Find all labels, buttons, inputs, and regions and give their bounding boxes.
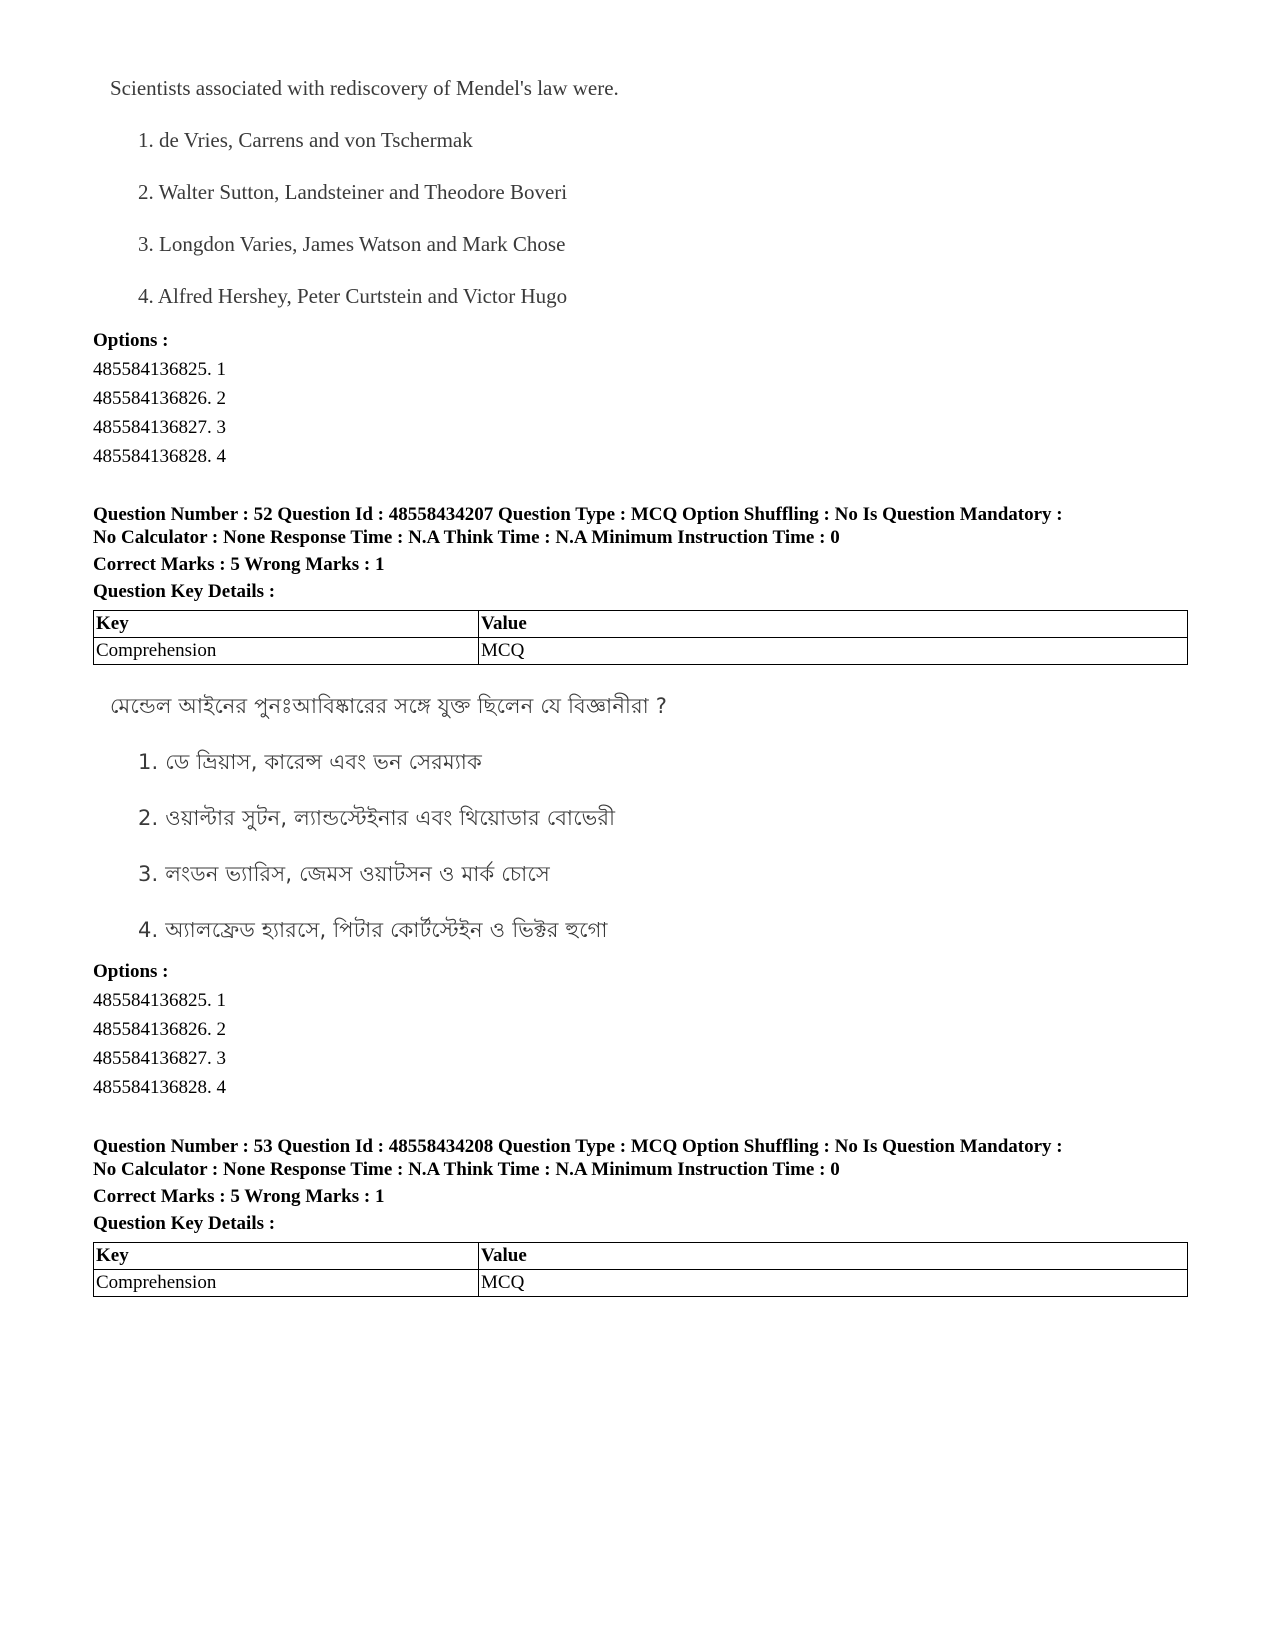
choice-1: 1. ডে ভ্রিয়াস, কারেন্স এবং ভন সেরম্যাক [138, 750, 482, 774]
options-title: Options : [93, 330, 169, 351]
table-header-value: Value [479, 1243, 1188, 1270]
option-item: 485584136827. 3 [93, 417, 226, 438]
question-stem: Scientists associated with rediscovery of Mendel's law were. [110, 76, 619, 100]
meta-line-1: Question Number : 52 Question Id : 48558434207 Question Type : MCQ Option Shuffling : No Is Question Mandatory : [93, 504, 1063, 525]
choice-1: 1. de Vries, Carrens and von Tschermak [138, 128, 473, 152]
option-item: 485584136825. 1 [93, 990, 226, 1011]
choice-3: 3. Longdon Varies, James Watson and Mark Chose [138, 232, 566, 256]
question-52-key-details-title: Question Key Details : [93, 581, 276, 602]
choice-4: 4. অ্যালফ্রেড হ্যারসে, পিটার কোর্টস্টেইন ও ভিক্টর হুগো [138, 918, 608, 942]
question-53-key-details-title: Question Key Details : [93, 1213, 276, 1234]
option-item: 485584136828. 4 [93, 446, 226, 467]
choice-2: 2. ওয়াল্টার সুটন, ল্যান্ডস্টেইনার এবং থিয়োডার বোভেরী [138, 806, 616, 830]
meta-line-1: Question Number : 53 Question Id : 48558434208 Question Type : MCQ Option Shuffling : No Is Question Mandatory : [93, 1136, 1063, 1157]
option-item: 485584136826. 2 [93, 388, 226, 409]
table-cell-key: Comprehension [94, 638, 479, 665]
option-item: 485584136826. 2 [93, 1019, 226, 1040]
table-cell-value: MCQ [479, 638, 1188, 665]
table-header-key: Key [94, 611, 479, 638]
question-53-key-table [93, 1242, 1188, 1297]
option-item: 485584136827. 3 [93, 1048, 226, 1069]
question-52-key-table [93, 610, 1188, 665]
options-title: Options : [93, 961, 169, 982]
table-cell-value: MCQ [479, 1270, 1188, 1297]
question-52-marks: Correct Marks : 5 Wrong Marks : 1 [93, 554, 385, 575]
table-header-value: Value [479, 611, 1188, 638]
choice-2: 2. Walter Sutton, Landsteiner and Theodore Boveri [138, 180, 568, 204]
option-item: 485584136825. 1 [93, 359, 226, 380]
table-header-key: Key [94, 1243, 479, 1270]
table-cell-key: Comprehension [94, 1270, 479, 1297]
meta-line-2: No Calculator : None Response Time : N.A Think Time : N.A Minimum Instruction Time : 0 [93, 527, 840, 548]
question-53-marks: Correct Marks : 5 Wrong Marks : 1 [93, 1186, 385, 1207]
meta-line-2: No Calculator : None Response Time : N.A Think Time : N.A Minimum Instruction Time : 0 [93, 1159, 840, 1180]
options-list-51 [93, 326, 226, 471]
question-stem: মেন্ডেল আইনের পুনঃআবিষ্কারের সঙ্গে যুক্ত ছিলেন যে বিজ্ঞানীরা ? [110, 694, 668, 718]
choice-3: 3. লংডন ভ্যারিস, জেমস ওয়াটসন ও মার্ক চোসে [138, 862, 550, 886]
option-item: 485584136828. 4 [93, 1077, 226, 1098]
question-52-meta [93, 503, 1203, 549]
choice-4: 4. Alfred Hershey, Peter Curtstein and Victor Hugo [138, 284, 568, 308]
options-list-52 [93, 957, 226, 1102]
question-53-meta [93, 1135, 1203, 1181]
